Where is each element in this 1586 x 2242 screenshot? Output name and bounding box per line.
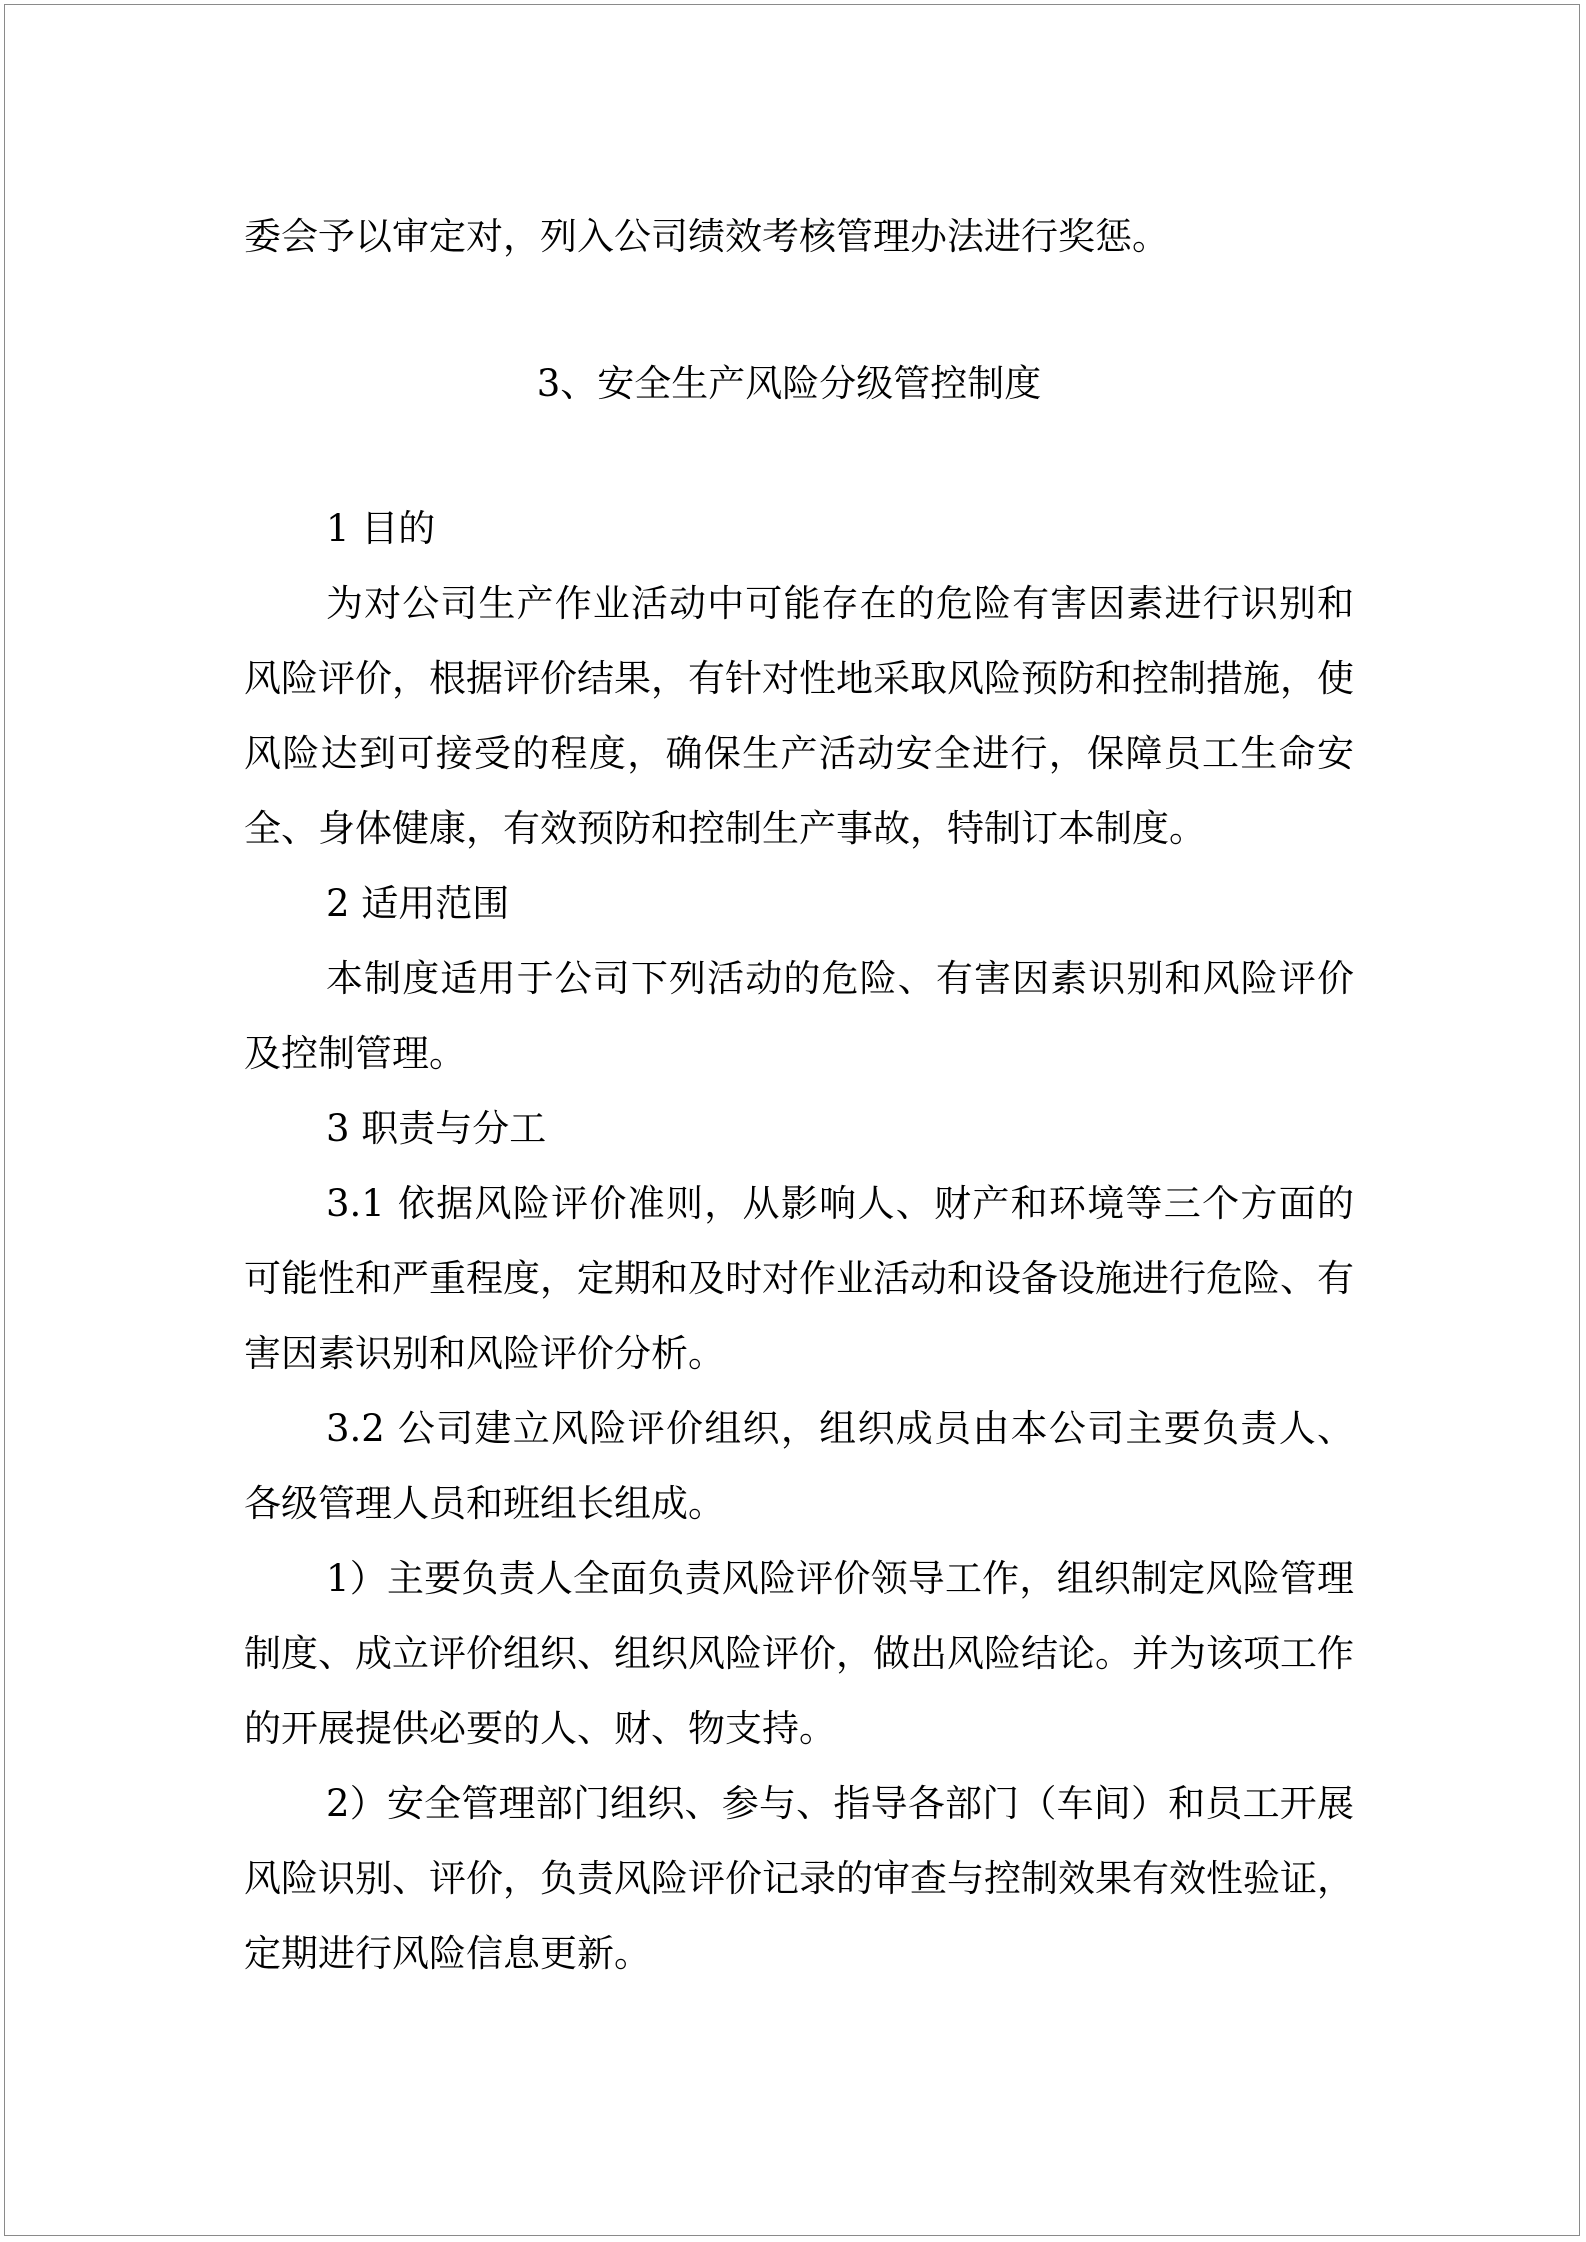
scope-title: 2 适用范围 (326, 882, 510, 925)
document-page (4, 4, 1580, 2236)
document-body (244, 199, 1354, 1991)
responsibilities-title: 3 职责与分工 (326, 1107, 547, 1150)
section-heading: 3、安全生产风险分级管控制度 (536, 362, 1042, 405)
list-item-1: 1）主要负责人全面负责风险评价领导工作，组织制定风险管理制度、成立评价组织、组织风险评价，做出风险结论。并为该项工作的开展提供必要的人、财、物支持。 (244, 1557, 1354, 1750)
purpose-title: 1 目的 (326, 507, 436, 550)
list-item-2: 2）安全管理部门组织、参与、指导各部门（车间）和员工开展风险识别、评价，负责风险评价记录的审查与控制效果有效性验证，定期进行风险信息更新。 (244, 1782, 1354, 1975)
clause-3-2: 3.2 公司建立风险评价组织，组织成员由本公司主要负责人、各级管理人员和班组长组成。 (244, 1407, 1354, 1525)
scope-paragraph: 本制度适用于公司下列活动的危险、有害因素识别和风险评价及控制管理。 (244, 957, 1354, 1075)
clause-3-1: 3.1 依据风险评价准则，从影响人、财产和环境等三个方面的可能性和严重程度，定期和及时对作业活动和设备设施进行危险、有害因素识别和风险评价分析。 (244, 1182, 1354, 1375)
purpose-paragraph: 为对公司生产作业活动中可能存在的危险有害因素进行识别和风险评价，根据评价结果，有针对性地采取风险预防和控制措施，使风险达到可接受的程度，确保生产活动安全进行，保障员工生命安全、身体健康，有效预防和控制生产事故，特制订本制度。 (244, 582, 1354, 850)
continued-paragraph: 委会予以审定对，列入公司绩效考核管理办法进行奖惩。 (244, 215, 1169, 258)
